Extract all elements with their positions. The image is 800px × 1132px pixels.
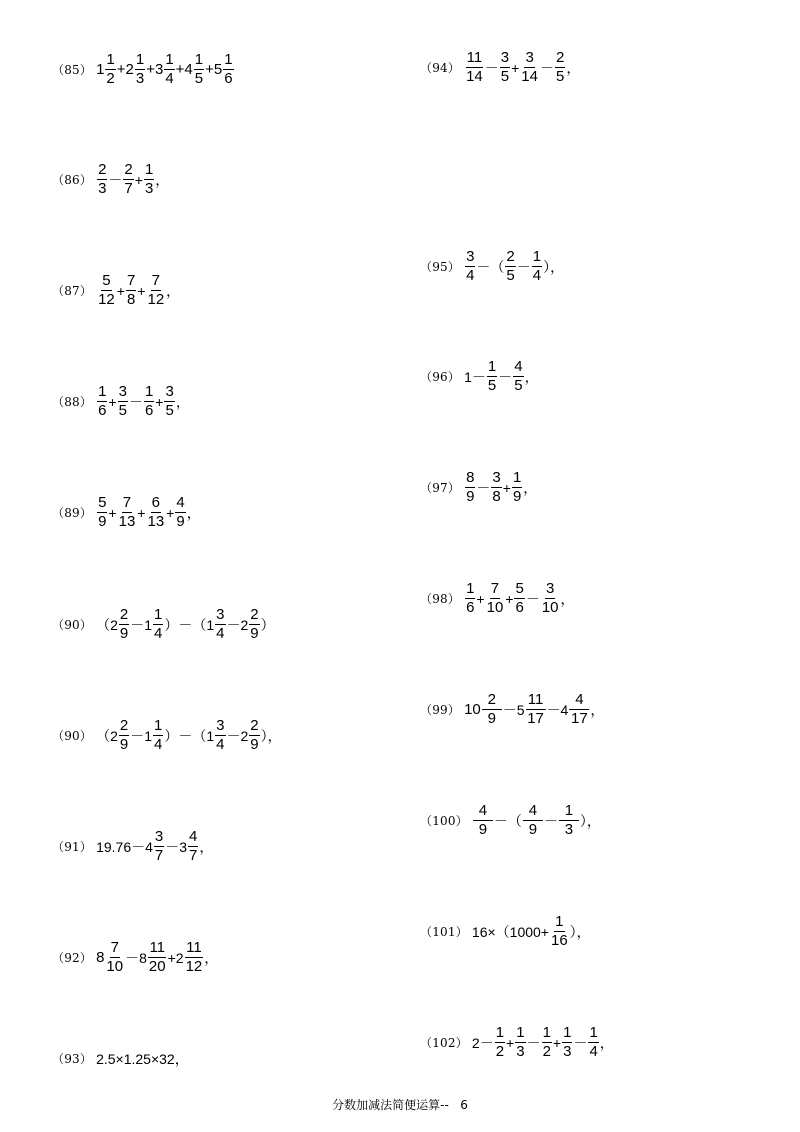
fraction: $\frac{1}{3}$ xyxy=(563,1024,572,1060)
problem-99: （99） 10 $\frac{2}{9}$ －5 $\frac{11}{17}$ －4 $\frac{4}{17}$ ， xyxy=(420,691,605,727)
fraction: $\frac{6}{13}$ xyxy=(147,494,165,530)
fraction: $\frac{3}{4}$ xyxy=(466,248,475,284)
problem-number: （94） xyxy=(420,60,461,75)
fraction: $\frac{1}{6}$ xyxy=(98,383,107,419)
problem-number: （98） xyxy=(420,591,461,606)
fraction: $\frac{7}{13}$ xyxy=(118,494,136,530)
fraction: $\frac{3}{5}$ xyxy=(165,383,174,419)
fraction: $\frac{1}{6}$ xyxy=(224,51,233,87)
fraction: $\frac{1}{6}$ xyxy=(466,580,475,616)
problem-90: （90） （2 $\frac{2}{9}$ －1 $\frac{1}{4}$ ）－（1 $\frac{3}{4}$ －2 $\frac{2}{9}$ ） xyxy=(52,606,275,642)
fraction: $\frac{5}{9}$ xyxy=(98,494,107,530)
page-number: 6 xyxy=(460,1098,468,1112)
fraction: $\frac{7}{8}$ xyxy=(126,272,136,308)
fraction: $\frac{3}{4}$ xyxy=(216,717,225,753)
fraction: $\frac{2}{9}$ xyxy=(250,717,259,753)
footer-label: 分数加减法简便运算-- xyxy=(332,1098,449,1112)
problem-102: （102） 2－ $\frac{1}{2}$ + $\frac{1}{3}$ － $\frac{1}{2}$ + $\frac{1}{3}$ － $\frac{1}{4}$ ， xyxy=(420,1024,614,1060)
fraction: $\frac{1}{4}$ xyxy=(154,606,163,642)
problem-96: （96） 1－ $\frac{1}{5}$ － $\frac{4}{5}$ ， xyxy=(420,358,539,394)
fraction: $\frac{1}{4}$ xyxy=(532,248,542,284)
page-footer xyxy=(0,1096,800,1113)
fraction: $\frac{1}{2}$ xyxy=(106,51,115,87)
problem-number: （86） xyxy=(52,172,93,187)
problem-number: （101） xyxy=(420,924,468,939)
fraction: $\frac{2}{3}$ xyxy=(98,161,107,197)
fraction: $\frac{1}{2}$ xyxy=(495,1024,505,1060)
fraction: $\frac{1}{3}$ xyxy=(516,1024,525,1060)
fraction: $\frac{1}{3}$ xyxy=(144,161,154,197)
fraction: $\frac{11}{14}$ xyxy=(466,49,483,85)
fraction: $\frac{3}{10}$ xyxy=(541,580,559,616)
problem-number: （90） xyxy=(52,617,93,632)
fraction: $\frac{1}{5}$ xyxy=(487,358,497,394)
fraction: $\frac{5}{12}$ xyxy=(98,272,115,308)
problem-number: （102） xyxy=(420,1035,468,1050)
fraction: $\frac{4}{17}$ xyxy=(571,691,588,727)
fraction: $\frac{11}{17}$ xyxy=(527,691,544,727)
fraction: $\frac{2}{7}$ xyxy=(124,161,133,197)
fraction: $\frac{8}{9}$ xyxy=(466,469,475,505)
fraction: $\frac{1}{2}$ xyxy=(542,1024,551,1060)
problem-90-repeat: （90） （2 $\frac{2}{9}$ －1 $\frac{1}{4}$ ）－（1 $\frac{3}{4}$ －2 $\frac{2}{9}$ ）， xyxy=(52,717,282,753)
fraction: $\frac{7}{12}$ xyxy=(147,272,165,308)
fraction: $\frac{4}{9}$ xyxy=(473,803,493,838)
fraction: $\frac{4}{5}$ xyxy=(514,358,523,394)
fraction: $\frac{7}{10}$ xyxy=(106,939,124,975)
fraction: $\frac{7}{10}$ xyxy=(486,580,504,616)
problem-number: （89） xyxy=(52,505,93,520)
fraction: $\frac{2}{9}$ xyxy=(250,606,259,642)
fraction: $\frac{1}{4}$ xyxy=(589,1024,598,1060)
fraction: $\frac{3}{4}$ xyxy=(216,606,225,642)
fraction: $\frac{1}{6}$ xyxy=(144,383,154,419)
problem-89: （89） $\frac{5}{9}$ + $\frac{7}{13}$ + $\frac{6}{13}$ + $\frac{4}{9}$ ， xyxy=(52,494,201,530)
fraction: $\frac{5}{6}$ xyxy=(515,580,524,616)
problem-number: （93） xyxy=(52,1052,93,1066)
problem-number: （88） xyxy=(52,394,93,409)
fraction: $\frac{1}{16}$ xyxy=(550,913,568,949)
fraction: $\frac{1}{3}$ xyxy=(135,51,145,87)
problem-97: （97） $\frac{8}{9}$ － $\frac{3}{8}$ + $\frac{1}{9}$ ， xyxy=(420,469,538,505)
problem-87: （87） $\frac{5}{12}$ + $\frac{7}{8}$ + $\frac{7}{12}$ ， xyxy=(52,272,181,308)
problem-85: （85） 1 $\frac{1}{2}$ +2 $\frac{1}{3}$ +3 $\frac{1}{4}$ +4 $\frac{1}{5}$ +5 $\frac{1}{6}$ xyxy=(52,51,233,87)
problem-number: （97） xyxy=(420,480,461,495)
problem-number: （90） xyxy=(52,728,93,743)
fraction: $\frac{3}{7}$ xyxy=(154,828,164,864)
fraction: $\frac{4}{9}$ xyxy=(176,494,185,530)
problem-98: （98） $\frac{1}{6}$ + $\frac{7}{10}$ + $\frac{5}{6}$ － $\frac{3}{10}$ ， xyxy=(420,580,575,616)
fraction: $\frac{3}{14}$ xyxy=(521,49,538,85)
problem-92: （92） 8 $\frac{7}{10}$ －8 $\frac{11}{20}$ +2 $\frac{11}{12}$ ， xyxy=(52,939,219,975)
problem-91: （91） 19.76－4 $\frac{3}{7}$ －3 $\frac{4}{7}$ ， xyxy=(52,828,214,864)
problem-number: （96） xyxy=(420,369,461,384)
fraction: $\frac{2}{9}$ xyxy=(119,717,129,753)
problem-101: （101） 16×（1000+ $\frac{1}{16}$ ）， xyxy=(420,913,591,949)
problem-86: （86） $\frac{2}{3}$ － $\frac{2}{7}$ + $\frac{1}{3}$ ， xyxy=(52,161,170,197)
problem-88: （88） $\frac{1}{6}$ + $\frac{3}{5}$ － $\frac{1}{6}$ + $\frac{3}{5}$ ， xyxy=(52,383,190,419)
problem-95: （95） $\frac{3}{4}$ －（ $\frac{2}{5}$ － $\frac{1}{4}$ ）， xyxy=(420,248,565,284)
fraction: $\frac{2}{5}$ xyxy=(555,49,565,85)
problem-number: （99） xyxy=(420,702,461,717)
fraction: $\frac{11}{12}$ xyxy=(185,939,203,975)
problem-number: （91） xyxy=(52,839,93,854)
fraction: $\frac{1}{9}$ xyxy=(512,469,522,505)
problem-94: （94） $\frac{11}{14}$ － $\frac{3}{5}$ + $\frac{3}{14}$ － $\frac{2}{5}$ ， xyxy=(420,49,581,85)
fraction: $\frac{2}{9}$ xyxy=(119,606,129,642)
problem-number: （85） xyxy=(52,62,93,77)
fraction: $\frac{2}{5}$ xyxy=(506,248,515,284)
fraction: $\frac{3}{5}$ xyxy=(500,49,510,85)
fraction: $\frac{1}{5}$ xyxy=(194,51,204,87)
problem-number: （100） xyxy=(420,813,468,828)
fraction: $\frac{1}{4}$ xyxy=(154,717,163,753)
fraction: $\frac{4}{7}$ xyxy=(189,828,198,864)
fraction: $\frac{1}{4}$ xyxy=(165,51,174,87)
fraction: $\frac{1}{3}$ xyxy=(559,803,579,838)
fraction: $\frac{4}{9}$ xyxy=(523,803,543,838)
fraction: $\frac{11}{20}$ xyxy=(148,939,166,975)
fraction: $\frac{3}{8}$ xyxy=(492,469,501,505)
problem-number: （87） xyxy=(52,283,93,298)
problem-number: （92） xyxy=(52,950,93,965)
fraction: $\frac{3}{5}$ xyxy=(118,383,127,419)
fraction: $\frac{2}{9}$ xyxy=(482,692,502,727)
problem-number: （95） xyxy=(420,259,461,274)
problem-93: （93） 2.5×1.25×32， xyxy=(52,1051,189,1067)
problem-100: （100） $\frac{4}{9}$ －（ $\frac{4}{9}$ － $\frac{1}{3}$ ）， xyxy=(420,802,601,838)
